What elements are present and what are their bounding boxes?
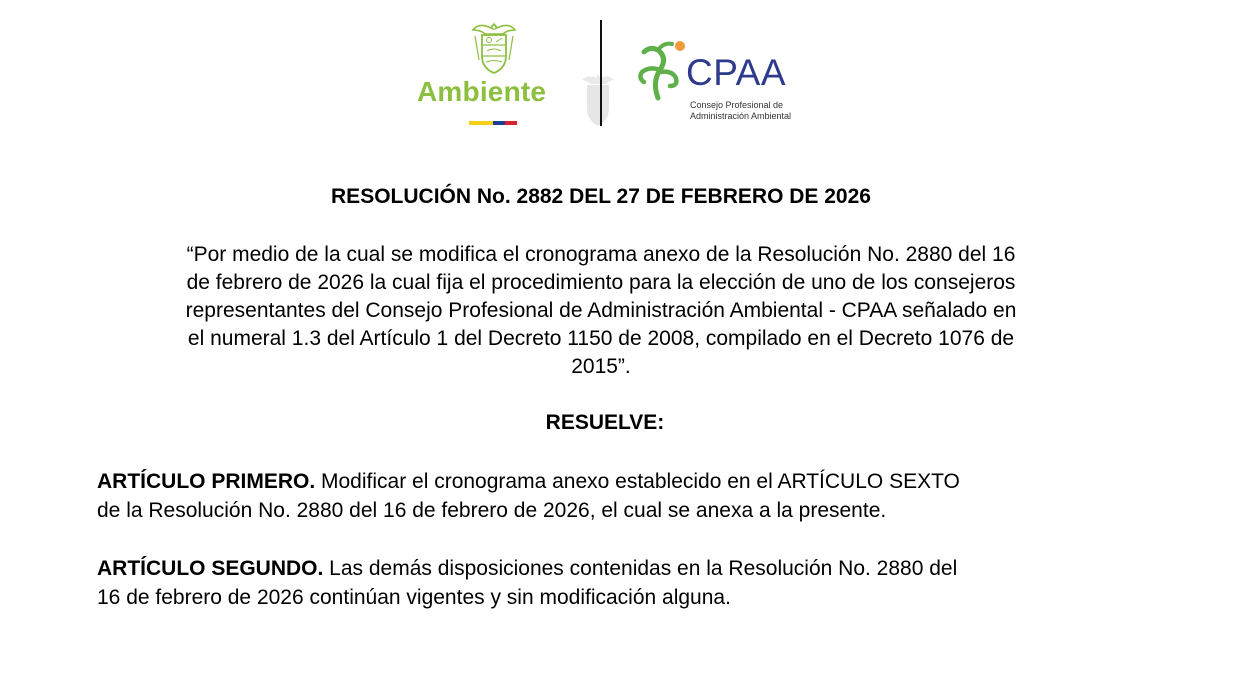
article-label: ARTÍCULO SEGUNDO. [97, 557, 324, 580]
resolution-summary [100, 241, 1102, 381]
article-label: ARTÍCULO PRIMERO. [97, 470, 316, 493]
cpaa-acronym: CPAA [686, 52, 787, 93]
summary-line: el numeral 1.3 del Artículo 1 del Decreto 1150 de 2008, compilado en el Decreto 1076 de [187, 327, 1015, 350]
coat-of-arms-icon [469, 20, 519, 76]
summary-line: 2015”. [571, 355, 631, 378]
resolution-title: RESOLUCIÓN No. 2882 DEL 27 DE FEBRERO DE 2026 [331, 185, 871, 208]
watermark-crest-icon [576, 70, 620, 130]
article-text: Modificar el cronograma anexo establecido en el ARTÍCULO SEXTO [315, 470, 960, 493]
article-primero [97, 467, 1137, 525]
ministry-name: Ambiente [417, 76, 547, 107]
article-line [97, 554, 1137, 583]
flag-yellow-stripe [469, 121, 493, 125]
resuelve-heading: RESUELVE: [545, 411, 665, 434]
cpaa-logo-icon [634, 36, 688, 106]
cpaa-logo [634, 36, 814, 121]
summary-line: representantes del Consejo Profesional de Administración Ambiental - CPAA señalado en [185, 299, 1017, 322]
summary-line: “Por medio de la cual se modifica el cronograma anexo de la Resolución No. 2880 del 16 [186, 243, 1016, 266]
cpaa-name-line-1: Consejo Profesional de [690, 100, 784, 110]
flag-blue-stripe [493, 121, 505, 125]
cpaa-name-line-2: Administración Ambiental [690, 111, 792, 121]
article-text: 16 de febrero de 2026 continúan vigentes y sin modificación alguna. [97, 586, 731, 609]
article-text: de la Resolución No. 2880 del 16 de febrero de 2026, el cual se anexa a la presente. [97, 499, 887, 522]
cpaa-full-name [690, 100, 791, 122]
summary-line: de febrero de 2026 la cual fija el procedimiento para la elección de uno de los consejeros [186, 271, 1016, 294]
flag-red-stripe [505, 121, 517, 125]
ministry-logo [417, 18, 577, 130]
article-line [97, 467, 1137, 496]
document-header [0, 18, 1234, 130]
header-divider [600, 20, 602, 126]
colombia-flag-bar [469, 121, 517, 125]
article-text: Las demás disposiciones contenidas en la Resolución No. 2880 del [323, 557, 958, 580]
article-segundo [97, 554, 1137, 612]
